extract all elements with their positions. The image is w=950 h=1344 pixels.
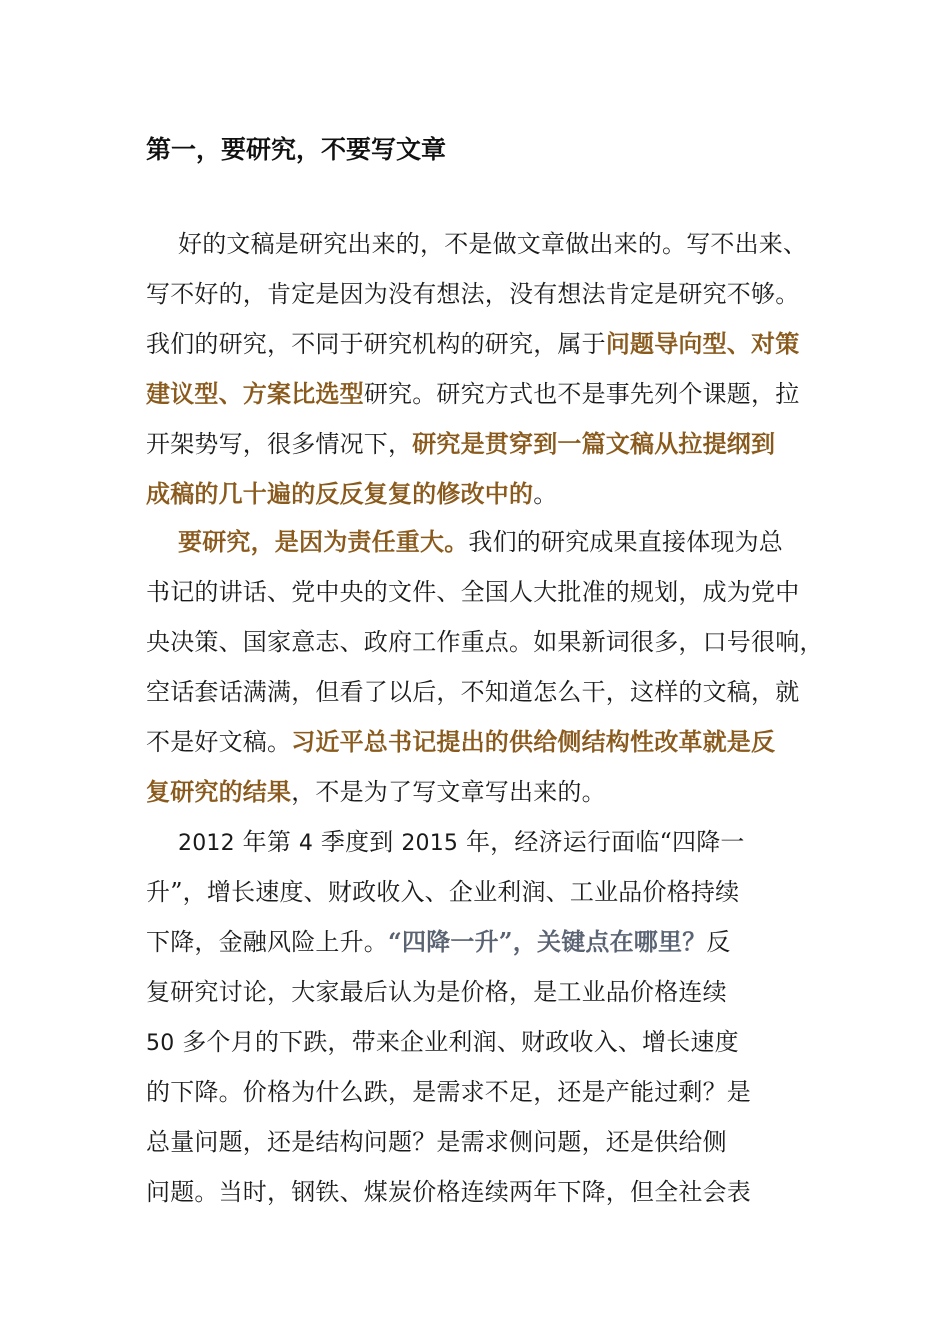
paragraph-1-line-2: 写不好的，肯定是因为没有想法，没有想法肯定是研究不够。 [146,280,800,308]
text-run: 我们的研究成果直接体现为总 [468,528,784,556]
paragraph-2-line-5 [146,722,826,762]
text-run: 。 [533,480,558,508]
paragraph-3-line-2: 升”，增长速度、财政收入、企业利润、工业品价格持续 [146,878,740,906]
month-count: 50 [146,1031,175,1056]
paragraph-1-line-3 [146,324,826,364]
text-run: 下降，金融风险上升。 [146,928,388,956]
text-run: 多个月的下跌，带来企业利润、财政收入、增长速度 [174,1028,739,1056]
highlight-text: 成稿的几十遍的反反复复的修改中的 [146,479,534,508]
text-run: ，不是为了写文章写出来的。 [291,778,606,806]
text-run: 季度到 [313,828,402,856]
highlight-text: 研究是贯穿到一篇文稿从拉提纲到 [412,429,776,458]
paragraph-2-line-4: 空话套话满满，但看了以后，不知道怎么干，这样的文稿，就 [146,678,800,706]
highlight-text: 问题导向型、对策 [605,329,800,358]
paragraph-3-line-1 [178,822,858,864]
year-number: 2015 [401,831,459,856]
text-run: 我们的研究，不同于研究机构的研究，属于 [146,330,606,358]
text-run: 不是好文稿。 [146,728,292,756]
text-run: 反 [706,928,731,956]
highlight-text: 建议型、方案比选型 [146,379,364,408]
text-run: 研究。研究方式也不是事先列个课题，拉 [363,380,800,408]
paragraph-1-line-5 [146,424,826,464]
quarter-number: 4 [298,831,314,856]
paragraph-1-line-6 [146,474,826,514]
paragraph-3-line-7: 总量问题，还是结构问题？是需求侧问题，还是供给侧 [146,1128,727,1156]
paragraph-3-line-5 [146,1022,826,1064]
paragraph-2-line-3: 央决策、国家意志、政府工作重点。如果新词很多，口号很响， [146,628,824,656]
paragraph-3-line-6: 的下降。价格为什么跌，是需求不足，还是产能过剩？是 [146,1078,751,1106]
paragraph-3-line-8: 问题。当时，钢铁、煤炭价格连续两年下降，但全社会表 [146,1178,751,1206]
text-run: 年，经济运行面临“四降一 [458,828,745,856]
highlight-question: “四降一升”，关键点在哪里？ [388,927,707,956]
highlight-text: 复研究的结果 [146,777,292,806]
paragraph-1-line-1: 好的文稿是研究出来的，不是做文章做出来的。写不出来、 [178,230,808,258]
paragraph-2-line-6 [146,772,826,812]
paragraph-2-line-1 [178,522,858,562]
paragraph-3-line-3 [146,922,826,962]
paragraph-3-line-4: 复研究讨论，大家最后认为是价格，是工业品价格连续 [146,978,727,1006]
text-run: 年第 [234,828,299,856]
paragraph-1-line-4 [146,374,826,414]
highlight-text: 习近平总书记提出的供给侧结构性改革就是反 [291,727,776,756]
paragraph-2-line-2: 书记的讲话、党中央的文件、全国人大批准的规划，成为党中 [146,578,800,606]
highlight-text: 要研究，是因为责任重大。 [178,527,469,556]
section-heading: 第一，要研究，不要写文章 [146,135,447,164]
text-run: 开架势写，很多情况下， [146,430,413,458]
year-number: 2012 [178,831,235,856]
